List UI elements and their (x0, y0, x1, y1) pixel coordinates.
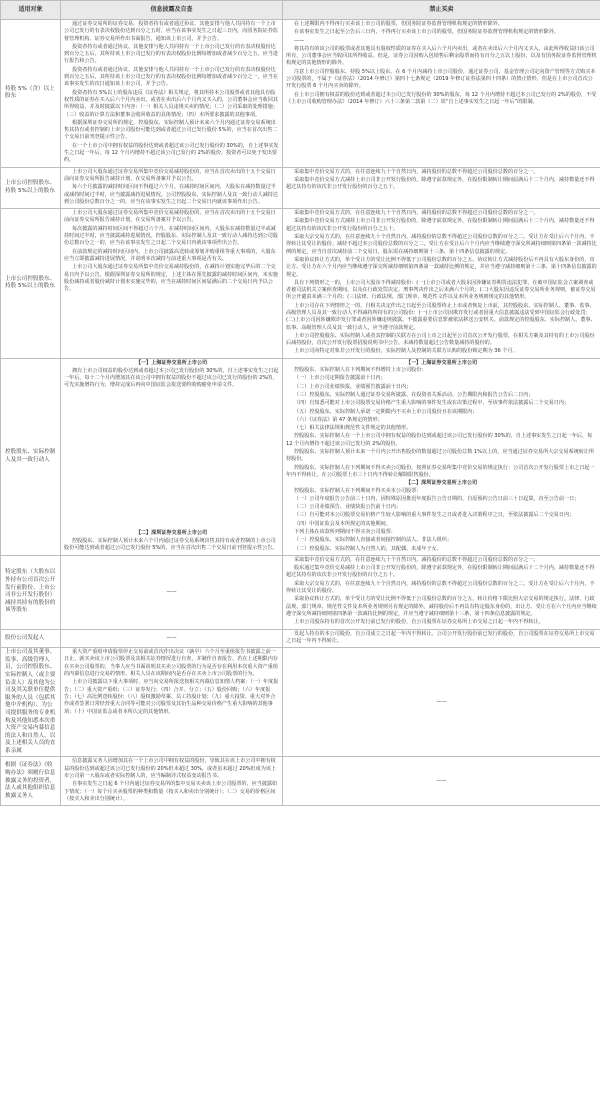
table-row (1, 167, 600, 208)
paragraph: 采取大宗交易方式的，在任意连续九十个自然日内，减持股份的总数不得超过公司股份总数的百分之二。受让方在受让后六个月内，不得转让其受让的股份。 (286, 580, 595, 595)
paragraph: 信息披露义务人因增加其在一个上市公司中拥有权益的股份，导致其在该上市公司中拥有权益的股份达到或超过该公司已发行股份的 20%但未超过 30%，或者虽未超过 20%但成为该上市公司第一大股东或者实际控制人的，应当编制详式权益变动报告书。 (64, 758, 277, 780)
placeholder-dash: —— (166, 634, 177, 641)
paragraph: （二）公司业绩预告、业绩快报公告前十日内； (294, 504, 401, 511)
paragraph: 发起人持有的本公司股份，自公司成立之日起一年内不得转让。公司公开发行股份前已发行的股份，自公司股票在证券交易所上市交易之日起一年内不得转让。 (286, 630, 595, 644)
paragraph: 股东通过集中竞价交易减持上市公司非公开发行股份的，除遵守前款规定外，在股份限制转让期间届满后十二个月内，减持数量还不得超过其持有的该次非公开发行股份的百分之五十。 (286, 565, 595, 579)
target-label: 特定股东（大股东以外持有公司首次公开发行前股份、上市公司非公开发行股份）减持其持有的股份的该等股东 (5, 569, 56, 614)
paragraph: 注意上市公司控股股东、持股 5%以上股东，在 6 个月内减持上市公司股份，通过证券公司、基金管理公司定向资产管理等方式购买本公司股票的，不属于《证券法》（2014 年修订）第四十七条规定（2019 年修订证券法第四十四条）的禁止情形，但是在上市公司首次公开发行股票 6 个月内买卖的除外。 (286, 68, 596, 90)
disclosure-cell (61, 757, 283, 806)
ban-cell (283, 555, 600, 629)
paragraph: （四）中国证监会及本所规定的其他期间。 (294, 520, 391, 527)
target-label: 持股 5%（含）以上股东 (5, 85, 55, 100)
disclosure-cell (61, 167, 283, 208)
table-row (1, 629, 600, 648)
paragraph: （三）控股股东、实际控制人通过证券交易所披露、在投资者关系活动、公告期限内和报告公告后二日内； (294, 391, 534, 398)
paragraph: （五）控股股东、实际控制人承诺一定期限内不买卖上市公司股份且在该期限内； (294, 408, 478, 415)
paragraph: 每六个月披露的减持时间区间不得超过六个月。在减持时间区间内，大股东在减持数量过半或减持时间过半时，应当披露减持进展情况。公司控股股东、实际控制人及其一致行动人减持达到公司股份总数百分之一的，应当在该事实发生之日起二个交易日内就该事项作出公告。 (64, 184, 278, 205)
paragraph: 通过证券交易所的证券交易，投资者持有或者通过协议、其他安排与他人共同持有一个上市公司已发行的有表决权股份达到百分之五时，应当在该事实发生之日起三日内，向国务院证券监督管理机构、证券交易所作出书面报告，通知该上市公司，并予公告。 (64, 21, 278, 42)
table-row (1, 555, 600, 629)
placeholder-dash: —— (436, 777, 447, 784)
paragraph: 控股股东、实际控制人预计未来一个月内公开出售股份的数量超过公司股份总数 1%以上的，应当通过证券交易所大宗交易系统转让所持股份。 (286, 449, 595, 463)
ban-cell (283, 629, 600, 648)
header-disclosure: 信息披露及自查 (61, 1, 283, 20)
paragraph: 上市公司大股东通过证券交易所集中竞价交易减持股份的，应当在首次卖出的十五个交易日前向证券交易所报告减持计划，在交易所备案并予以公告。 (64, 210, 276, 224)
section-title: 【一】上海证券交易所上市公司 (405, 359, 478, 366)
target-label: 上市公司控股股东、持股 5%以上的股东 (5, 275, 56, 290)
target-label: 上市公司控股股东、持股 5%以上的股东 (5, 180, 56, 194)
paragraph: 采取集中竞价交易方式减持上市公司非公开发行股份的，除遵守前款规定外，在股份限制转让期间届满后十二个月内，减持数量还不得超过其持有的该次非公开发行股份的百分之五十。 (286, 218, 595, 232)
paragraph: 投资者持有或者通过协议、其他安排与他人共同持有一个上市公司已发行的有表决权股份达到百分之五后，其所持该上市公司已发行的有表决权股份比例每增加或者减少百分之一，应当在该事实发生的次日通知该上市公司，并予公告。 (64, 66, 278, 88)
disclosure-cell (61, 20, 283, 168)
disclosure-cell (61, 358, 283, 555)
paragraph: 在该事实发生之日起至公告后三日内，不得再行买卖该上市公司的股票，但国务院证券监督管理机构规定的情形除外。 (294, 29, 559, 36)
paragraph: 上市公司控股股东、实际控制人或者其控制的关联方在公司上市之日起至公司首次公开发行股票，在相关方案及其持有的上市公司股份后减持股份，首次公开发行股票招股说明书中公告，未减持数量超过公告数量减持的股份的。 (286, 332, 595, 347)
paragraph: 根据深圳证券交易所的规定，控股股东、实际控制人预计未来六个月内通过证券交易系统出售其持有或者控制的上市公司股份可能达到或者超过公司已发行股份 5%的，应当在首次出售二个交易日前刊登提示性公告。 (64, 119, 278, 141)
table-row (1, 209, 600, 359)
paragraph: 上市公司股东持有的首次公开发行前已发行的股份，自公司股票在证券交易所上市交易之日起一年内不得转让。 (294, 619, 544, 626)
paragraph: （一）控股股东、实际控制人直接或者间接控制的法人、非法人组织； (294, 537, 452, 544)
paragraph: 上市公司大股东通过证券交易所集中竞价交易减持股份的，在减持计划实施完毕后的二个交易日内予以公告。根据深圳证券交易所的规定，上述主体在预先披露的减持时间区间内，未实施股份减持或者股份减持计划未实施完毕的，应当在减持时间区间届满后的二个交易日内予以公告。 (64, 264, 278, 293)
target-cell (1, 20, 61, 168)
paragraph: 采取协议转让方式的，单个受让方的受让比例不得低于公司股份总数的百分之五，转让价格下限比照大宗交易的规定执行。法律、行政法规、部门规章、规范性文件及本所业务规则另有规定的除外。减持股份后不再具有特定股东身份的，出让方、受让方在六个月内应当继续遵守深交所减持细则第四条第一款减持比例的规定，并应当遵守减持细则第十三条、第十四条信息披露的规定。 (286, 596, 597, 617)
paragraph: 下列主体在该款所列期间不得买卖公司股票： (294, 529, 396, 535)
paragraph: 采取集中竞价交易方式减持上市公司非公开发行股份的，除遵守前款规定外，在股份限制转让期间届满后十二个月内，减持数量还不得超过其持有的该次非公开发行股份的百分之五十。 (286, 176, 595, 191)
paragraph: 采取大宗交易方式的，在任意连续九十个自然日内，减持股份的总数不得超过公司股份总数的百分之二。受让方在受让后六个月内，不得转让其受让的股份。减持不超过本公司股份总数的百分之二，受让方在受让后六个月内应当继续遵守深交所减持细则第四条第一款减持比例的规定，应当自首次减持前二个交易日，股东需在减持细则第十三条、第十四条信息披露的规定。 (286, 234, 597, 255)
paragraph: 具有下列情形之一的，上市公司大股东不得减持股份：(一)上市公司或者大股东因涉嫌证券期货违法犯罪，在被中国证监会立案调查或者被司法机关立案侦查期间，以及在行政处罚决定、刑事判决作出之后未满六个月的；(二)大股东因违反证券交易所业务规则，被证券交易所公开谴责未满三个月的；(三)法律、行政法规、部门规章、规范性文件以及本所业务规则规定的其他情形。 (286, 279, 596, 301)
paragraph: 采取集中竞价交易方式的，在任意连续九十个自然日内，减持股份的总数不得超过公司股份总数的百分之一。 (294, 556, 539, 563)
paragraph: 在一个上市公司中拥有权益的股份达到或者超过该公司已发行股份的 30%的，自上述事实发生之日起一年后，每 12 个月内增持不超过该公司已发行的 2%的股份，投资者可以免于发出要约。 (64, 142, 279, 164)
table-row (1, 20, 600, 168)
target-label: 控股股东、实际控制人及其一致行动人 (5, 449, 56, 463)
ban-cell (283, 20, 600, 168)
paragraph: 上市公司向特定对象非公开发行的股份，实际控制人及控制的关联方认购的股份锁定期为 36 个月。 (294, 348, 518, 355)
paragraph: 在上市公司拥有权益的股份达到或者超过本公司已发行股份的 30%的股东，每 12 个月内增持不超过本公司已发行的 2%的股份，不受《上市公司收购管理办法》（2014 年修订）六十三条第二款第（二）项“自上述事实发生之日起一年后”的限制。 (286, 91, 597, 105)
paragraph: 采取集中竞价交易方式的，在任意连续九十个自然日内，减持股份的总数不得超过公司股份总数的百分之一。 (294, 168, 539, 175)
paragraph: 上市公司大股东通过证券交易所集中竞价交易减持股份的，应当在首次卖出的十五个交易日前向证券交易所报告减持计划，在交易所备案并予以公告。 (64, 168, 276, 182)
paragraph: 控股股东、实际控制人在下列期间不得买卖本公司股票： (294, 487, 422, 494)
paragraph: （四）自知悉可能对上市公司股票交易价格产生重大影响的事件发生或在决策过程中，至该事件依法披露后二个交易日内； (294, 400, 570, 407)
target-cell (1, 167, 61, 208)
target-cell (1, 209, 61, 359)
table-row (1, 757, 600, 806)
table-header (1, 1, 600, 20)
paragraph: 控股股东、实际控制人在一个上市公司中拥有权益的股份达到或超过该公司已发行股份的 30%的，自上述事实发生之日起一年后，每 12 个月内增持不超过该公司已发行的 2%的股份。 (286, 433, 593, 447)
disclosure-cell (61, 648, 283, 757)
paragraph: （七）相关法律法规和规范性文件规定的其他情形。 (294, 425, 412, 432)
target-cell (1, 648, 61, 757)
header-target: 适用对象 (1, 1, 61, 20)
paragraph: （一）上市公司定期报告披露前十日内； (294, 375, 386, 382)
paragraph: 将其持有的该公司的股票或者其他具有股权性质的证券在买入后六个月内卖出，或者在卖出后六个月内又买入，由此所得收益归该公司所有，公司董事会应当收回其所得收益。但是，证券公司因购入包销售后剩余股票而持有百分之五以上股份，以及有国务院证券监督管理机构规定的其他情形的除外。 (286, 45, 597, 67)
target-cell (1, 757, 61, 806)
target-label: 根据《证券法》《收购办法》须履行信息披露义务的投资者，法人或其他组织信息披露义务人 (5, 762, 56, 799)
disclosure-cell (61, 209, 283, 359)
paragraph: 采取协议转让方式的，单个受让方的受让比例不得低于公司股份总数的百分之五。协议转让方式减持股份后不再具有大股东身份的，出让方、受让方在六个月内应当继续遵守深交所减持细则第四条第一款减持比例的规定，并应当遵守减持细则第十三条、第十四条信息披露的规定。 (286, 256, 597, 278)
paragraph: 采取集中竞价交易方式的，在任意连续九十个自然日内，减持股份的总数不得超过公司股份总数的百分之一。 (294, 210, 539, 217)
paragraph: 自事实发生之日起 6 个月内通过证券交易所的集中交易买卖该上市公司股票的，应当披露如下情况：（一）每个月买卖股票的种类和数量（按买入和卖出分别统计）；（二）交易的价格区间（按买入和卖出分别统计）。 (64, 781, 278, 802)
section-title: 【二】深圳证券交易所上市公司 (135, 530, 208, 537)
ban-cell (283, 358, 600, 555)
paragraph: 投资者持有或者通过协议、其他安排与他人共同持有一个上市公司已发行的有表决权股份达到百分之五后，其所持该上市公司已发行的有表决权股份比例每增加或者减少百分之五，应当进行报告和公告。 (64, 43, 278, 65)
disclosure-cell (61, 555, 283, 629)
paragraph: 上市公司存在下列情形之一的，自相关决定作出之日起至公司股票终止上市或者恢复上市前，其控股股东、实际控制人、董事、监事、高级管理人员及其一致行动人不得减持所持有的公司股份：(一)上市公司因欺诈发行或者因重大信息披露违法受到中国证监会行政处罚；(二)上市公司因涉嫌欺诈发行罪或者因涉嫌违规披露、不披露重要信息罪被依法移送公安机关。前款规定的控股股东、实际控制人、董事、监事、高级管理人员及其一致行动人，应当遵守前款规定。 (286, 302, 596, 331)
placeholder-dash: —— (436, 698, 447, 705)
paragraph: 拥有上市公司权益的股份达到或者超过本公司已发行股份的 30%的，自上述事实发生之日起一年后，每十二个月内增加其在该公司中拥有权益的股份不超过该公司已发行的股份的 2%的，可先实施增持行为，增持完成后再向中国证监会报送要约收购豁免申请文件。 (64, 367, 279, 389)
target-cell (1, 629, 61, 648)
section-title: 【二】深圳证券交易所上市公司 (405, 480, 478, 487)
ban-cell (283, 757, 600, 806)
target-label: 股份公司发起人 (5, 634, 45, 641)
disclosure-cell (61, 629, 283, 648)
paragraph: 在上述期限内不得再行买卖该上市公司的股票，但国务院证券监督管理机构规定的情形除外。 (294, 21, 503, 27)
paragraph: （一）公司年度报告公告前三十日内，因特殊原因推迟年度报告公告日期的，自原预约公告日前三十日起算，直至公告前一日； (294, 495, 580, 502)
target-cell (1, 555, 61, 629)
paragraph: 控股股东、实际控制人预计未来六个月内通过证券交易系统出售其持有或者控制的上市公司股份可能达到或者超过公司已发行股份 5%的，应当在首次出售二个交易日前刊登提示性公告。 (64, 537, 278, 552)
table-row (1, 358, 600, 555)
paragraph: 每次披露的减持时间区间不得超过六个月。在减持时间区间内，大股东在减持数量过半或减持时间过半时，应当披露减持进展情况。控股股东、实际控制人及其一致行动人减持达到公司股份总数百分之一的，应当在该事实发生之日起二个交易日内就该事项作出公告。 (64, 225, 278, 247)
table-row (1, 648, 600, 757)
ban-cell (283, 167, 600, 208)
target-cell (1, 358, 61, 555)
paragraph: （三）自可能对本公司股票交易价格产生较大影响的重大事件发生之日或者进入决策程序之日，至依法披露后二个交易日内； (294, 512, 575, 519)
ban-cell (283, 209, 600, 359)
paragraph: （二）控股股东、实际控制人为自然人的，其配偶、未成年子女。 (294, 545, 442, 552)
paragraph: —— (294, 37, 305, 44)
paragraph: 重大资产重组申请股票停止交易前或首次作出决议（孰早）六个月至重组报告书披露之前一日止，就买卖该上市公司股票及其相关证券情况进行自查，并制作自查报告。若在上述期限内存在买卖公司股票的，当事人应当书面说明其买卖公司股票的行为是否存在利用本次重大资产重组的内幕信息进行交易的情形。相关人员在该期间内是否存在买卖上市公司股票的行为。 (64, 649, 278, 678)
paragraph: 在前款规定的减持时间区间内，上市公司披露高送转或筹划并购重组等重大事项的，大股东应当立即披露减持进展情况，并说明本次减持与前述重大事项是否有关。 (64, 248, 276, 262)
header-ban: 禁止买卖 (283, 1, 600, 20)
paragraph: 控股股东、实际控制人在下列期间不得增持上市公司股份： (294, 367, 427, 374)
target-label: 上市公司及其董事、监事、高级管理人员，公司控股股东、实际控制人（或主要负责人）及其他为公司及其关联单位提供服务的人员（包括其他中介机构）、为公司提供服务的专业机构及其他知悉本次重大资产交易内幕信息的法人和自然人，以及上述相关人员的直系亲属 (5, 649, 56, 754)
section-title: 【一】上海证券交易所上市公司 (135, 360, 208, 367)
paragraph: （六）《证券法》第 47 条规定的情形； (294, 416, 383, 423)
paragraph: 投资者持有 5%以上的股东违反《证券法》相关规定，将其所持本公司股票或者其他具有股权性质的证券在买入后六个月内卖出，或者在卖出后六个月内又买入的，公司董事会应当收回其所得收益，并及时披露以下内容：（一）相关人员违规买卖的情况；（二）公司采取的处理措施；（三）收益的计算方法和董事会收回收益的具体情况；（四）本所要求披露的其他事项。 (64, 89, 278, 118)
paragraph: 控股股东、实际控制人在下列期间不得买卖公司股份，按照证券交易所集中竞价交易的规定执行：公司首次公开发行股票上市之日起一年内不得转让，在公司股票上市三十日内不得转让解除限售股份。 (286, 464, 595, 478)
placeholder-dash: —— (166, 588, 177, 595)
ban-cell (283, 648, 600, 757)
paragraph: （二）上市公司业绩快报、业绩预告披露前十日内； (294, 383, 412, 390)
paragraph: 上市公司披露以下重大事项时，应当向交易所报送按相关内幕信息知情人档案：（一）年度报告；（二）重大资产重组；（三）证券发行；（四）合并、分立；（五）股份回购；（六）年度报告；（七）高比例送转股份；（八）股权激励草案、员工持股计划；（九）重大投资、重大对外合作或者签署日常经营重大合同等可能对公司股票及其衍生品种交易价格产生重大影响的其他事项；（十）中国证监会或者本所认定的其他情形。 (64, 679, 279, 715)
